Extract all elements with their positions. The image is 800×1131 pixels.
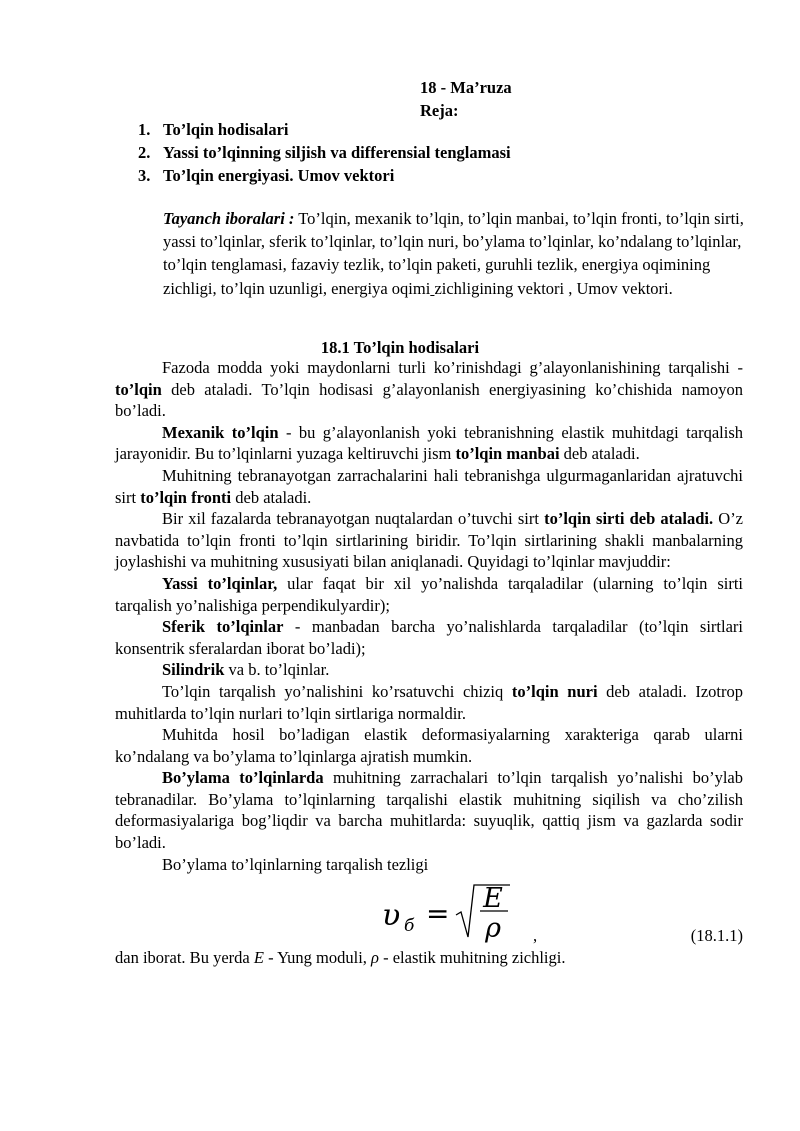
term-wave-surface: to’lqin sirti deb ataladi. (544, 509, 714, 529)
term-wave: to’lqin (115, 379, 162, 399)
text-run: O’z navbatida to’lqin fronti to’lqin sirtlarining biridir. To’lqin sirtlarining shakli manbalarning joylashishi va muhitning xususiyati bilan aniqlanadi. Quyidagi to’lqinlar mavjuddir: (115, 509, 744, 572)
text-run: muhitning zarrachalari to’lqin tarqalish yo’nalishi bo’ylab tebranadilar. Bo’ylama to’lqinlarning tarqalishi elastik muhitning siqilish va cho’zilish deformasiyalariga bog’liqdir va barcha muhitlarda: suyuqlik, qattiq jism va gazlarda sodir bo’ladi. (115, 768, 743, 853)
plan-item-number: 3. (138, 166, 151, 185)
text-run: va b. to’lqinlar. (224, 660, 330, 680)
paragraph-wave-ray (115, 681, 743, 724)
term-cylindrical: Silindrik (162, 660, 225, 680)
keywords-text: To’lqin, mexanik to’lqin, to’lqin manbai, to’lqin fronti, to’lqin sirti, yassi to’lqinlar, sferik to’lqinlar, to’lqin nuri, bo’ylama to’lqinlar, ko’ndalang to’lqinlar, to’lqin tenglamasi, fazaviy tezlik, to’lqin paketi, guruhli tezlik, energiya oqimining zichligi, to’lqin uzunligi, energiya oqimi (163, 209, 744, 298)
section-title: 18.1 To’lqin hodisalari (320, 338, 480, 357)
paragraph-longitudinal-waves (115, 767, 743, 853)
term-spherical-waves: Sferik to’lqinlar (162, 617, 284, 637)
text-run: dan iborat. Bu yerda (115, 948, 254, 968)
term-plane-waves: Yassi to’lqinlar, (162, 573, 278, 593)
text-run: Bir xil fazalarda tebranayotgan nuqtalardan o’tuvchi sirt (162, 509, 545, 529)
plan-item-number: 2. (138, 143, 151, 162)
formula-comma: , (533, 926, 538, 946)
equation-number: (18.1.1) (690, 926, 743, 946)
term-wave-source: to’lqin manbai (455, 444, 560, 464)
text-run: deb ataladi. To’lqin hodisasi g’alayonlanish energiyasining ko’chishida namoyon bo’ladi. (115, 379, 743, 421)
plan-item (138, 118, 511, 141)
keywords-block (163, 207, 748, 300)
paragraph-velocity-intro: Bo’ylama to’lqinlarning tarqalish tezligi (162, 854, 429, 874)
term-longitudinal-waves: Bo’ylama to’lqinlarda (162, 768, 324, 788)
paragraph-plane-waves (115, 573, 743, 616)
paragraph-wave-front (115, 465, 743, 508)
text-run: - bu g’alayonlanish yoki tebranishning elastik muhitdagi tarqalish jarayonidir. Bu to’lqinlarni yuzaga keltiruvchi jism (115, 422, 743, 464)
paragraph-closing (115, 947, 743, 969)
text-run: - Yung moduli, (263, 948, 372, 968)
plan-item-number: 1. (138, 120, 151, 139)
plan-heading: Reja: (420, 101, 459, 120)
term-wave-ray: to’lqin nuri (511, 681, 598, 701)
body-text (115, 357, 743, 969)
text-run: - manbadan barcha yo’nalishlarda tarqaladilar (to’lqin sirtlari konsentrik sferalardan iborat bo’ladi); (115, 617, 743, 658)
text-run: Muhitning tebranayotgan zarrachalarini hali tebranishga ulgurmaganlaridan ajratuvchi sirt (115, 465, 743, 507)
paragraph-mechanical-wave (115, 422, 743, 465)
formula-denominator: ρ (485, 913, 501, 945)
formula-equals: = (426, 897, 450, 931)
paragraph-cylindrical-waves (115, 659, 743, 681)
text-run: deb ataladi. Izotrop muhitlarda to’lqin nurlari to’lqin sirtlariga normaldir. (115, 681, 743, 723)
term-mechanical-wave: Mexanik to’lqin (162, 422, 279, 442)
keywords-text-end: zichligining vektori , Umov vektori. (434, 278, 673, 298)
formula-lhs: υ (382, 898, 401, 934)
paragraph-deformations: Muhitda hosil bo’ladigan elastik deformasiyalarning xarakteriga qarab ularni ko’ndalang va bo’ylama to’lqinlarga ajratish mumkin. (115, 725, 743, 766)
text-run: Fazoda modda yoki maydonlarni turli ko’rinishdagi g’alayonlanishining tarqalishi - (162, 358, 743, 377)
plan-item (138, 141, 511, 164)
formula-row (115, 875, 743, 947)
term-wave-front: to’lqin fronti (140, 487, 232, 507)
velocity-formula (382, 875, 512, 945)
text-run: - elastik muhitning zichligi. (378, 948, 566, 968)
text-run: ular faqat bir xil yo’nalishda tarqaladilar (ularning to’lqin sirti tarqalish yo’nalishiga perpendikulyardir); (115, 573, 743, 615)
plan-item (138, 164, 511, 187)
paragraph-wave-definition (115, 357, 743, 422)
plan-list (138, 118, 511, 187)
plan-item-text: To’lqin hodisalari (163, 120, 289, 139)
symbol-density: ρ (371, 948, 379, 968)
symbol-young-modulus: E (253, 948, 264, 968)
text-run: To’lqin tarqalish yo’nalishini ko’rsatuvchi chiziq (162, 681, 512, 701)
plan-item-text: Yassi to’lqinning siljish va differensial tenglamasi (163, 143, 511, 162)
plan-item-text: To’lqin energiyasi. Umov vektori (163, 166, 395, 185)
text-run: deb ataladi. (231, 487, 312, 507)
formula-subscript: б (404, 916, 415, 937)
lecture-title: 18 - Ma’ruza (420, 78, 512, 97)
paragraph-wave-surface (115, 508, 743, 573)
text-run: deb ataladi. (559, 444, 640, 464)
keywords-label: Tayanch iboralari : (163, 209, 295, 228)
paragraph-spherical-waves (115, 616, 743, 659)
formula-numerator: E (483, 883, 503, 915)
